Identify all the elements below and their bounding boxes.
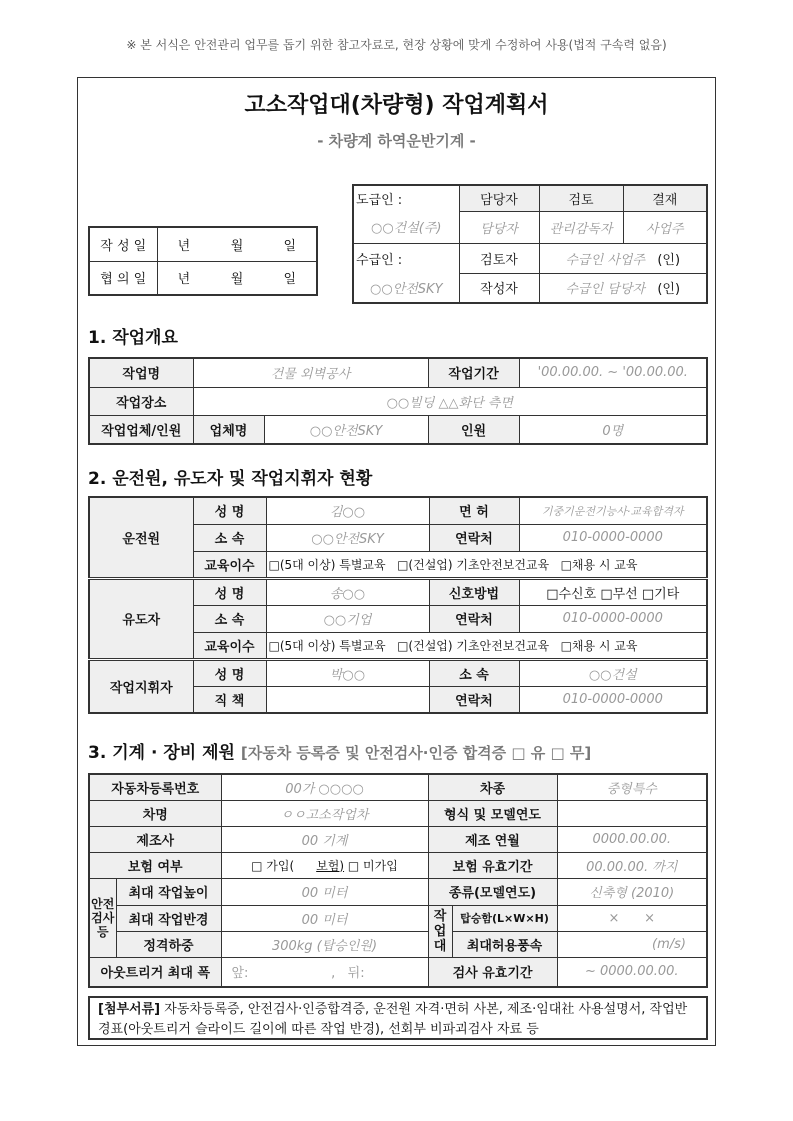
reviewer-label: 검토자 (459, 243, 539, 273)
maker-field[interactable]: 00 기계 (221, 826, 428, 852)
insurance-label: 보험 여부 (89, 852, 221, 878)
year-field[interactable]: 년 (157, 227, 210, 261)
seal-mark: (인) (657, 282, 681, 298)
max-radius-label: 최대 작업반경 (116, 905, 221, 931)
guide-affil-field[interactable]: ○○기업 (266, 605, 429, 632)
month-field[interactable]: 월 (210, 227, 263, 261)
operator-edu-hire-checkbox[interactable]: □채용 시 교육 (560, 557, 638, 572)
attachments-box (88, 996, 708, 1040)
insurance-none-checkbox[interactable]: □ 미가입 (347, 858, 398, 873)
operator-label: 운전원 (89, 497, 193, 578)
work-name-label: 작업명 (89, 358, 193, 387)
subcontractor-value[interactable]: ○○안전SKY (353, 273, 459, 303)
section2-heading: 2. 운전원, 유도자 및 작업지휘자 현황 (88, 469, 373, 489)
affil-label: 소 속 (193, 605, 266, 632)
contractor-value[interactable]: ○○건설(주) (353, 211, 459, 243)
supervisor-position-field[interactable] (266, 686, 429, 713)
year-field[interactable]: 년 (157, 261, 210, 295)
work-name-field[interactable]: 건물 외벽공사 (193, 358, 428, 387)
name-label: 성 명 (193, 659, 266, 686)
sign-supervisor[interactable]: 관리감독자 (539, 211, 623, 243)
place-label: 작업장소 (89, 387, 193, 415)
guide-name-field[interactable]: 송○○ (266, 578, 429, 605)
reg-no-field[interactable]: 00가 ○○○○ (221, 774, 428, 800)
operator-license-field[interactable]: 기중기운전기능사·교육합격자 (519, 497, 707, 524)
work-overview-table (88, 357, 708, 445)
contact-label: 연락처 (429, 686, 519, 713)
position-label: 직 책 (193, 686, 266, 713)
agreed-date-label: 협 의 일 (89, 261, 157, 295)
max-height-label: 최대 작업높이 (116, 878, 221, 905)
type-field[interactable]: 중형특수 (557, 774, 707, 800)
ins-valid-field[interactable]: 00.00.00. 까지 (557, 852, 707, 878)
maker-label: 제조사 (89, 826, 221, 852)
made-label: 제조 연월 (428, 826, 557, 852)
attachments-text: 자동차등록증, 안전검사·인증합격증, 운전원 자격·면허 사본, 제조·임대社 사용설명서, 작업반경표(아웃트리거 슬라이드 길이에 따른 작업 반경), 선회부 비파괴검사 자료 등 (98, 1002, 688, 1037)
operator-contact-field[interactable]: 010-0000-0000 (519, 524, 707, 551)
model-field[interactable] (557, 800, 707, 826)
type-label: 차종 (428, 774, 557, 800)
reviewer-value: 수급인 사업주 (565, 252, 645, 268)
insurance-join-checkbox[interactable]: □ 가입( (251, 858, 295, 873)
writer-field[interactable] (539, 273, 707, 303)
sign-owner[interactable]: 사업주 (623, 211, 707, 243)
license-label: 면 허 (429, 497, 519, 524)
inspect-valid-field[interactable]: ~ 0000.00.00. (557, 957, 707, 987)
writer-label: 작성자 (459, 273, 539, 303)
section3-title: 3. 기계 · 장비 제원 (88, 743, 235, 763)
reg-no-label: 자동차등록번호 (89, 774, 221, 800)
max-radius-field[interactable]: 00 미터 (221, 905, 428, 931)
supervisor-label: 작업지휘자 (89, 659, 193, 713)
contractor-label: 도급인 : (353, 185, 459, 211)
equipment-table (88, 773, 708, 988)
cage-label: 탑승함(L×W×H) (452, 905, 557, 931)
approval-col-review: 검토 (539, 185, 623, 211)
attachments-label: [첨부서류] (98, 1002, 161, 1017)
rated-load-label: 정격하중 (116, 931, 221, 957)
wind-field[interactable]: (m/s) (557, 931, 707, 957)
inspect-valid-label: 검사 유효기간 (428, 957, 557, 987)
contact-label: 연락처 (429, 524, 519, 551)
supervisor-contact-field[interactable]: 010-0000-0000 (519, 686, 707, 713)
company-name-field[interactable]: ○○안전SKY (264, 415, 428, 444)
written-date-label: 작 성 일 (89, 227, 157, 261)
people-label: 인원 (428, 415, 519, 444)
outrigger-front-field[interactable]: 앞: (231, 966, 249, 982)
operator-edu-basic-checkbox[interactable]: □(건설업) 기초안전보건교육 (397, 557, 550, 572)
guide-label: 유도자 (89, 578, 193, 659)
document-title: 고소작업대(차량형) 작업계획서 (244, 93, 549, 118)
approval-table (352, 184, 708, 304)
sign-manager[interactable]: 담당자 (459, 211, 539, 243)
max-height-field[interactable]: 00 미터 (221, 878, 428, 905)
company-name-label: 업체명 (193, 415, 264, 444)
personnel-table (88, 496, 708, 714)
company-label: 작업업체/인원 (89, 415, 193, 444)
period-field[interactable]: '00.00.00. ~ '00.00.00. (519, 358, 707, 387)
document-subtitle: - 차량계 하역운반기계 - (317, 132, 476, 150)
signal-label: 신호방법 (429, 578, 519, 605)
place-field[interactable]: ○○빌딩 △△화단 측면 (193, 387, 707, 415)
approval-col-manager: 담당자 (459, 185, 539, 211)
edu-label: 교육이수 (193, 632, 266, 659)
writer-value: 수급인 담당자 (565, 282, 645, 298)
date-table (88, 226, 318, 296)
car-name-label: 차명 (89, 800, 221, 826)
ins-valid-label: 보험 유효기간 (428, 852, 557, 878)
signal-radio-checkbox[interactable]: □무선 (600, 586, 638, 602)
approval-col-decision: 결재 (623, 185, 707, 211)
period-label: 작업기간 (428, 358, 519, 387)
operator-edu-special-checkbox[interactable]: □(5대 이상) 특별교육 (268, 557, 386, 572)
guide-edu-special-checkbox[interactable]: □(5대 이상) 특별교육 (268, 638, 386, 653)
operator-affil-field[interactable]: ○○안전SKY (266, 524, 429, 551)
name-label: 성 명 (193, 497, 266, 524)
wind-label: 최대허용풍속 (452, 931, 557, 957)
section1-heading: 1. 작업개요 (88, 328, 178, 348)
operator-name-field[interactable]: 김○○ (266, 497, 429, 524)
kind-field[interactable]: 신축형 (2010) (557, 878, 707, 905)
section3-subtitle: [자동차 등록증 및 안전검사·인증 합격증 □ 유 □ 무] (240, 744, 592, 762)
disclaimer-notice: ※ 본 서식은 안전관리 업무를 돕기 위한 참고자료로, 현장 상황에 맞게 수정하여 사용(법적 구속력 없음) (126, 38, 667, 52)
supervisor-affil-field[interactable]: ○○건설 (519, 659, 707, 686)
contact-label: 연락처 (429, 605, 519, 632)
day-field[interactable]: 일 (264, 227, 317, 261)
people-field[interactable]: 0명 (519, 415, 707, 444)
seal-mark: (인) (657, 252, 681, 268)
insurance-type-field[interactable]: 보험) (316, 858, 345, 873)
subcontractor-label: 수급인 : (353, 243, 459, 273)
car-name-field[interactable]: ㅇㅇ고소작업차 (221, 800, 428, 826)
made-field[interactable]: 0000.00.00. (557, 826, 707, 852)
model-label: 형식 및 모델연도 (428, 800, 557, 826)
affil-label: 소 속 (429, 659, 519, 686)
signal-other-checkbox[interactable]: □기타 (641, 586, 680, 602)
guide-contact-field[interactable]: 010-0000-0000 (519, 605, 707, 632)
cage-field[interactable]: × × (557, 905, 707, 931)
edu-label: 교육이수 (193, 551, 266, 578)
guide-edu-hire-checkbox[interactable]: □채용 시 교육 (560, 638, 638, 653)
outrigger-label: 아웃트리거 최대 폭 (89, 957, 221, 987)
month-field[interactable]: 월 (230, 272, 244, 288)
affil-label: 소 속 (193, 524, 266, 551)
rated-load-field[interactable]: 300kg (탑승인원) (221, 931, 428, 957)
guide-edu-basic-checkbox[interactable]: □(건설업) 기초안전보건교육 (397, 638, 550, 653)
safety-label: 안전검사등 (89, 878, 116, 957)
name-label: 성 명 (193, 578, 266, 605)
kind-label: 종류(모델연도) (428, 878, 557, 905)
section3-heading (88, 738, 591, 763)
signal-hand-checkbox[interactable]: □수신호 (546, 586, 597, 602)
day-field[interactable]: 일 (264, 261, 317, 295)
outrigger-back-field[interactable]: , 뒤: (331, 966, 365, 982)
reviewer-field[interactable] (539, 243, 707, 273)
supervisor-name-field[interactable]: 박○○ (266, 659, 429, 686)
platform-label: 작업대 (428, 905, 452, 957)
